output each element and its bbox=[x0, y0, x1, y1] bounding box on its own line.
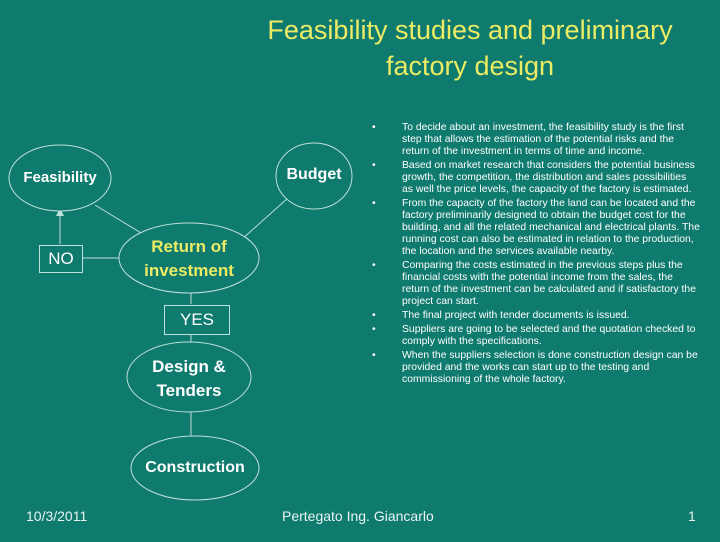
bullet-marker: • bbox=[372, 350, 376, 361]
return-line-1: Return of bbox=[151, 237, 227, 256]
bullet-text: Comparing the costs estimated in the previous steps plus the financial costs with the potential income from the sales, the return of the investment can be calculated and if satisfactory the project can start. bbox=[402, 260, 696, 307]
bullet-text: From the capacity of the factory the land can be located and the factory preliminarily designed to obtain the budget cost for the building, and all the related mechanical and electrical plants. The running cost can also be estimated in relation to the production, the location and the services available nearby. bbox=[402, 198, 700, 257]
footer-date: 10/3/2011 bbox=[26, 508, 88, 524]
footer-page-number: 1 bbox=[688, 508, 696, 524]
bullet-item bbox=[370, 260, 700, 308]
return-of-investment-label bbox=[119, 235, 259, 283]
bullet-item bbox=[370, 324, 700, 348]
bullet-item bbox=[370, 122, 700, 158]
feasibility-label: Feasibility bbox=[23, 169, 97, 186]
budget-label: Budget bbox=[286, 166, 342, 183]
footer-author: Pertegato Ing. Giancarlo bbox=[282, 508, 434, 524]
bullet-marker: • bbox=[372, 310, 376, 321]
return-line-2: investment bbox=[144, 261, 234, 280]
bullet-marker: • bbox=[372, 160, 376, 171]
bullet-item bbox=[370, 160, 700, 196]
design-line-2: Tenders bbox=[156, 381, 222, 400]
title-line-2: factory design bbox=[385, 51, 555, 81]
title-line-1: Feasibility studies and preliminary bbox=[267, 15, 673, 45]
bullet-item bbox=[370, 350, 700, 386]
bullet-marker: • bbox=[372, 324, 376, 335]
bullet-text: To decide about an investment, the feasibility study is the first step that allows the estimation of the potential risks and the return of the investment in terms of time and income. bbox=[402, 122, 684, 157]
design-tenders-label bbox=[127, 355, 251, 403]
connector-budget-return bbox=[241, 198, 288, 240]
design-line-1: Design & bbox=[152, 357, 226, 376]
bullet-text: Suppliers are going to be selected and the quotation checked to comply with the specifications. bbox=[402, 324, 696, 347]
bullet-list bbox=[370, 122, 700, 388]
connector-feasibility-return bbox=[95, 205, 146, 236]
bullet-item bbox=[370, 198, 700, 258]
construction-label: Construction bbox=[145, 459, 245, 476]
bullet-text: When the suppliers selection is done construction design can be provided and the works can start up to the testing and commissioning of the whole factory. bbox=[402, 350, 698, 385]
bullet-item bbox=[370, 310, 700, 322]
bullet-marker: • bbox=[372, 122, 376, 133]
yes-box: YES bbox=[164, 305, 230, 335]
bullet-marker: • bbox=[372, 260, 376, 271]
bullet-text: The final project with tender documents is issued. bbox=[402, 310, 630, 321]
bullet-marker: • bbox=[372, 198, 376, 209]
no-box: NO bbox=[39, 245, 83, 273]
bullet-text: Based on market research that considers the potential business growth, the competition, the distribution and sales possibilities as well the price levels, the capacity of the factory is estimated. bbox=[402, 160, 695, 195]
